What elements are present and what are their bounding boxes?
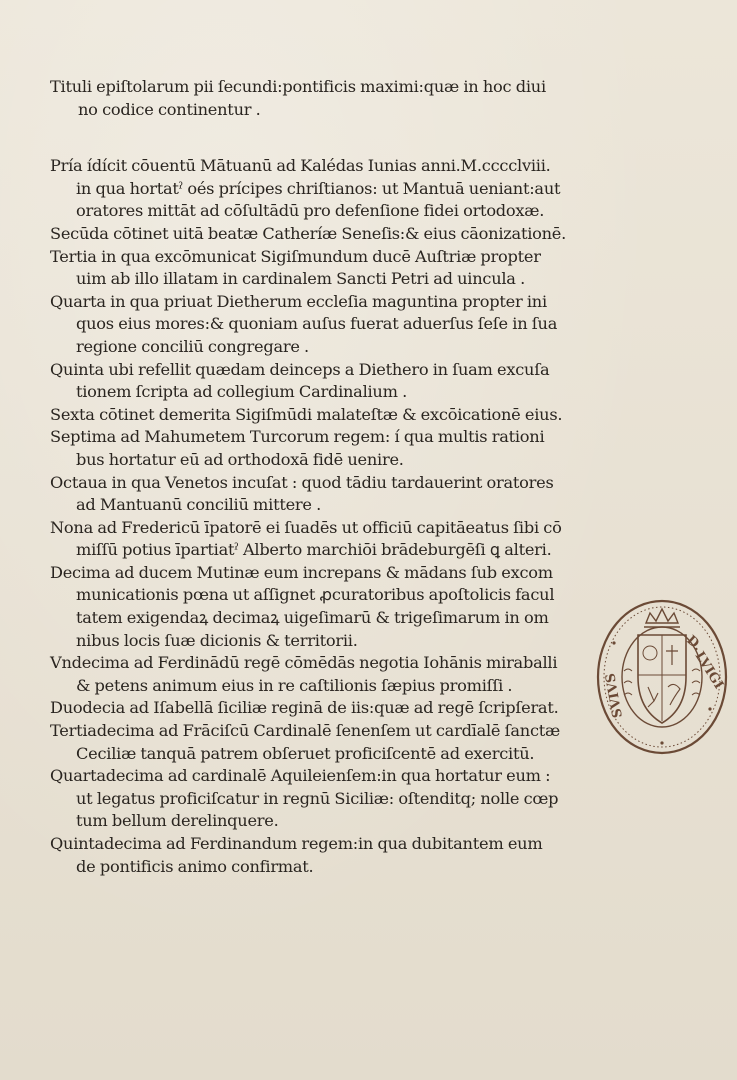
spacer bbox=[50, 121, 598, 155]
entry-1 bbox=[50, 155, 598, 223]
library-stamp-icon bbox=[594, 597, 730, 755]
entry-4 bbox=[50, 291, 598, 359]
entry-line: & petens animum eius in re caſtilionis ſæpius promiſſi . bbox=[76, 675, 513, 695]
entry-10 bbox=[50, 562, 598, 652]
entry-line: Tertiadecima ad Frāciſcū Cardinalē ſenenſem ut cardīalē ſanctæ bbox=[50, 721, 561, 741]
entry-3 bbox=[50, 246, 598, 291]
entry-line: in qua hortatˀ oés prícipes chriſtianos: ut Mantuā ueniant:aut bbox=[76, 178, 561, 198]
entry-5 bbox=[50, 359, 598, 404]
title-line-1: Tituli epiſtolarum pii ſecundi:pontificis maximi:quæ in hoc diui bbox=[50, 77, 546, 96]
svg-text:D.: D. bbox=[683, 632, 705, 655]
entry-line: tum bellum derelinquere. bbox=[76, 811, 279, 831]
svg-text:SVIVS: SVIVS bbox=[603, 671, 626, 719]
title-line-2: no codice continentur . bbox=[78, 99, 261, 119]
entry-15 bbox=[50, 833, 598, 878]
entry-13 bbox=[50, 720, 598, 765]
entry-line: Ceciliæ tanquā patrem obſeruet proficiſcentē ad exercitū. bbox=[76, 743, 535, 763]
table-of-contents bbox=[50, 76, 598, 878]
entry-line: Tertia in qua excōmunicat Sigiſmundum ducē Auſtriæ propter bbox=[50, 246, 541, 266]
entry-line: Septima ad Mahumetem Turcorum regem: í qua multis rationi bbox=[50, 427, 545, 447]
entry-line: Nona ad Fredericū īpatorē ei ſuadēs ut officiū capitāeatus ſibi cō bbox=[50, 517, 562, 537]
entry-line: quos eius mores:& quoniam auſus fuerat aduerſus ſeſe in ſua bbox=[76, 314, 558, 334]
entry-9 bbox=[50, 517, 598, 562]
entry-line: Duodecia ad Iſabellā ſiciliæ reginā de iis:quæ ad regē ſcripſerat. bbox=[50, 698, 559, 718]
entry-line: Sexta cōtinet demerita Sigiſmūdi malateſtæ & excōicationē eius. bbox=[50, 404, 563, 424]
entry-6 bbox=[50, 404, 598, 427]
entry-line: miſſū potius īpartiatˀ Alberto marchiōi brādeburgēſi ꝗ alteri. bbox=[76, 540, 552, 560]
entry-line: nibus locis ſuæ dicionis & territorii. bbox=[76, 630, 358, 650]
svg-text:LVIGI: LVIGI bbox=[691, 649, 727, 692]
entry-line: Quarta in qua priuat Dietherum eccleſia maguntina propter ini bbox=[50, 291, 547, 311]
entry-2 bbox=[50, 223, 598, 246]
entry-line: de pontificis animo confirmat. bbox=[76, 856, 314, 876]
entry-14 bbox=[50, 765, 598, 833]
entry-line: Quintadecima ad Ferdinandum regem:in qua dubitantem eum bbox=[50, 834, 543, 853]
entry-line: ut legatus proficiſcatur in regnū Siciliæ: oſtenditq; nolle cœp bbox=[76, 788, 559, 808]
entry-line: tionem ſcripta ad collegium Cardinalium . bbox=[76, 382, 407, 402]
entry-line: municationis pœna ut aſſignet ꝓcuratoribus apoſtolicis facul bbox=[76, 585, 555, 605]
entry-line: Secūda cōtinet uitā beatæ Catheríæ Seneſis:& eius cāonizationē. bbox=[50, 223, 567, 243]
entry-line: bus hortatur eū ad orthodoxā fidē uenire. bbox=[76, 449, 404, 469]
entry-line: Quinta ubi refellit quædam deinceps a Diethero in ſuam excuſa bbox=[50, 359, 550, 379]
entry-line: Pría ídícit cōuentū Mātuanū ad Kalédas Iunias anni.M.cccclviii. bbox=[50, 156, 551, 176]
entry-line: ad Mantuanū conciliū mittere . bbox=[76, 495, 322, 515]
entry-line: uim ab illo illatam in cardinalem Sancti Petri ad uincula . bbox=[76, 269, 525, 289]
entry-line: regione conciliū congregare . bbox=[76, 336, 309, 356]
entry-line: Octaua in qua Venetos incuſat : quod tādiu tardauerint oratores bbox=[50, 472, 554, 492]
entry-8 bbox=[50, 472, 598, 517]
entry-line: tatem exigendaꝝ decimaꝝ uigeſimarū & trigeſimarum in om bbox=[76, 608, 549, 628]
entry-line: Vndecima ad Ferdinādū regē cōmēdās negotia Iohānis miraballi bbox=[50, 653, 558, 673]
entry-12 bbox=[50, 697, 598, 720]
entry-line: Quartadecima ad cardinalē Aquileienſem:in qua hortatur eum : bbox=[50, 766, 551, 786]
entry-7 bbox=[50, 426, 598, 471]
entry-11 bbox=[50, 652, 598, 697]
entry-line: Decima ad ducem Mutinæ eum increpans & mādans ſub excom bbox=[50, 562, 553, 582]
entry-line: oratores mittāt ad cōſultādū pro defenſione fidei ortodoxæ. bbox=[76, 201, 545, 221]
